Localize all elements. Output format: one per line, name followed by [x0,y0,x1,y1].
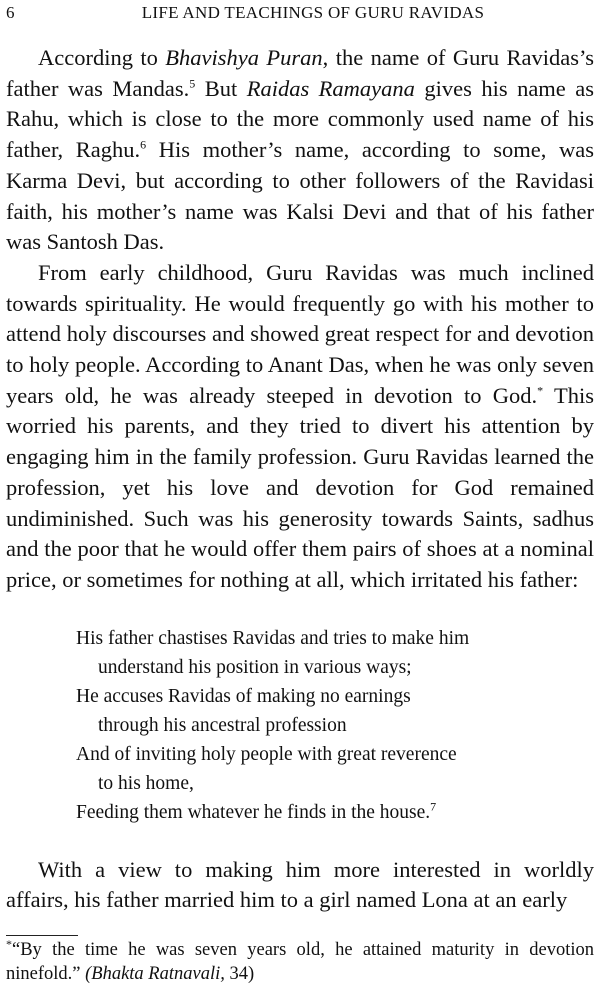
body-text [6,43,594,916]
verse-line-5: And of inviting holy people with great reverence [76,743,457,765]
footnote-ref-asterisk: * [537,383,544,398]
verse-line-2: understand his position in various ways; [98,656,412,678]
note-ref-5: 5 [189,76,196,91]
paragraph-1-text-d: gives his name as Rahu, which is close to the more commonly used name of his father, Raghu. [6,75,594,163]
note-ref-7: 7 [430,799,437,814]
footnote-divider [6,935,78,936]
footnote-mark: * [6,936,12,951]
page-number: 6 [6,3,15,22]
paragraph-1-text-b: , the name of Guru Ravidas’s father was Mandas. [6,45,594,101]
running-head: LIFE AND TEACHINGS OF GURU RAVIDAS [141,3,485,22]
paragraph-1-text-a: According to [38,45,166,70]
title-bhavishya-puran: Bhavishya Puran [165,45,323,70]
verse-line-1: His father chastises Ravidas and tries to make him [76,627,470,649]
paragraph-2-text-b: This worried his parents, and they tried to divert his attention by engaging him in the family profession. Guru Ravidas learned the profession, yet his love and devotion for God remained undiminished. Such was his generosity towards Saints, sadhus and the poor that he would offer them pairs of shoes at a nominal price, or sometimes for nothing at all, which irritated his father: [6,382,594,592]
paragraph-3: With a view to making him more interested in worldly affairs, his father married him to a girl named Lona at an early [6,856,594,913]
footnote-page: 34) [224,964,255,984]
paragraph-1-text-c: But [195,75,247,101]
verse-line-6: to his home, [98,772,194,794]
footnote-text: “By the time he was seven years old, he attained maturity in devotion ninefold.” [6,940,594,984]
paragraph-1 [6,43,594,258]
footnote [6,938,594,986]
verse-line-3: He accuses Ravidas of making no earnings [76,685,411,707]
footnote-citation: (Bhakta Ratnavali, [85,964,225,984]
page-header [6,3,588,25]
paragraph-2-text-a: From early childhood, Guru Ravidas was much inclined towards spirituality. He would frequently go with his mother to attend holy discourses and showed great respect for and devotion to holy people. According to Anant Das, when he was only seven years old, he was already steeped in devotion to God. [6,259,594,408]
verse-line-7 [76,798,594,827]
note-ref-6: 6 [140,137,147,152]
title-raidas-ramayana: Raidas Ramayana [246,75,415,101]
verse-line-4: through his ancestral profession [98,714,347,736]
paragraph-2 [6,258,594,596]
verse-quote [76,624,594,827]
paragraph-1-text-e: His mother’s name, according to some, was Karma Devi, but according to other followers of the Ravidasi faith, his mother’s name was Kalsi Devi and that of his father was Santosh Das. [6,137,594,255]
verse-line-7-text: Feeding them whatever he finds in the house. [76,801,431,823]
